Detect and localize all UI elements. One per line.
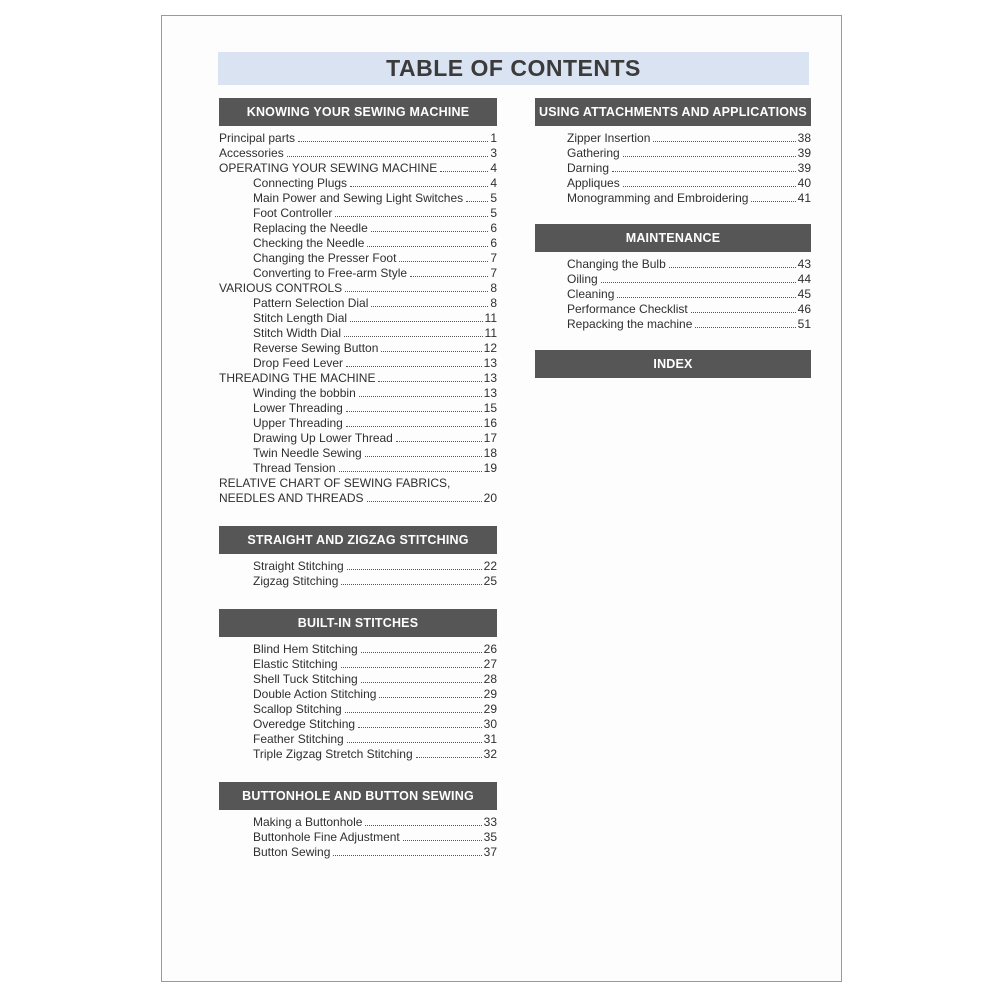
toc-entry [219, 416, 497, 431]
entry-page-number: 11 [484, 311, 497, 325]
entry-page-number: 33 [483, 815, 497, 829]
entry-list [535, 257, 811, 332]
entry-page-number: 16 [483, 416, 497, 430]
entry-page-number: 18 [483, 446, 497, 460]
dot-leader [365, 825, 481, 826]
entry-page-number: 44 [797, 272, 811, 286]
entry-page-number: 40 [797, 176, 811, 190]
toc-entry [219, 702, 497, 717]
dot-leader [653, 141, 795, 142]
entry-page-number: 30 [483, 717, 497, 731]
entry-label: Principal parts [219, 131, 296, 145]
entry-label: NEEDLES AND THREADS [219, 491, 364, 505]
dot-leader [379, 697, 481, 698]
entry-page-number: 39 [797, 161, 811, 175]
dot-leader [359, 396, 482, 397]
toc-entry [219, 717, 497, 732]
toc-section [219, 98, 497, 506]
entry-page-number: 4 [490, 161, 497, 175]
entry-page-number: 20 [483, 491, 497, 505]
toc-entry [219, 476, 497, 491]
entry-page-number: 6 [490, 221, 497, 235]
entry-page-number: 1 [490, 131, 497, 145]
toc-entry [219, 281, 497, 296]
entry-label: Drawing Up Lower Thread [253, 431, 393, 445]
entry-page-number: 38 [797, 131, 811, 145]
toc-entry [219, 657, 497, 672]
toc-entry [219, 236, 497, 251]
entry-list [535, 131, 811, 206]
entry-label: Accessories [219, 146, 284, 160]
entry-label: Replacing the Needle [253, 221, 368, 235]
toc-section [219, 782, 497, 860]
dot-leader [335, 216, 488, 217]
entry-page-number: 25 [483, 574, 497, 588]
dot-leader [345, 712, 482, 713]
dot-leader [440, 171, 488, 172]
entry-page-number: 13 [483, 356, 497, 370]
toc-entry [219, 251, 497, 266]
entry-label: Scallop Stitching [253, 702, 342, 716]
toc-entry [535, 302, 811, 317]
entry-label: RELATIVE CHART OF SEWING FABRICS, [219, 476, 451, 490]
toc-entry [535, 131, 811, 146]
entry-page-number: 15 [483, 401, 497, 415]
entry-label: THREADING THE MACHINE [219, 371, 376, 385]
entry-label: Foot Controller [253, 206, 333, 220]
entry-label: Zipper Insertion [567, 131, 651, 145]
entry-page-number: 8 [490, 281, 497, 295]
entry-label: Changing the Bulb [567, 257, 666, 271]
dot-leader [617, 297, 795, 298]
entry-page-number: 28 [483, 672, 497, 686]
section-header: BUILT-IN STITCHES [219, 609, 497, 637]
page-title: TABLE OF CONTENTS [386, 55, 641, 81]
toc-entry [219, 672, 497, 687]
dot-leader [350, 321, 482, 322]
toc-entry [219, 311, 497, 326]
dot-leader [371, 306, 488, 307]
entry-label: Darning [567, 161, 610, 175]
dot-leader [751, 201, 795, 202]
toc-entry [219, 491, 497, 506]
entry-page-number: 11 [484, 326, 497, 340]
toc-entry [219, 206, 497, 221]
dot-leader [346, 411, 482, 412]
dot-leader [350, 186, 488, 187]
dot-leader [396, 441, 482, 442]
toc-section [219, 526, 497, 589]
dot-leader [367, 501, 482, 502]
toc-entry [219, 815, 497, 830]
entry-page-number: 4 [490, 176, 497, 190]
toc-section [535, 224, 811, 332]
entry-page-number: 26 [483, 642, 497, 656]
dot-leader [612, 171, 796, 172]
dot-leader [623, 186, 796, 187]
dot-leader [298, 141, 488, 142]
dot-leader [341, 667, 482, 668]
entry-label: Monogramming and Embroidering [567, 191, 749, 205]
toc-entry [219, 371, 497, 386]
entry-label: Stitch Width Dial [253, 326, 342, 340]
entry-page-number: 12 [483, 341, 497, 355]
entry-list [219, 559, 497, 589]
toc-entry [535, 146, 811, 161]
entry-label: Connecting Plugs [253, 176, 348, 190]
entry-page-number: 37 [483, 845, 497, 859]
entry-label: Double Action Stitching [253, 687, 377, 701]
section-header: INDEX [535, 350, 811, 378]
toc-entry [219, 747, 497, 762]
entry-label: Upper Threading [253, 416, 343, 430]
entry-label: Feather Stitching [253, 732, 344, 746]
entry-list [219, 642, 497, 762]
entry-label: Making a Buttonhole [253, 815, 363, 829]
entry-label: Appliques [567, 176, 620, 190]
dot-leader [601, 282, 796, 283]
right-column [535, 98, 811, 396]
dot-leader [367, 246, 488, 247]
toc-entry [219, 176, 497, 191]
entry-page-number: 5 [490, 206, 497, 220]
left-column [219, 98, 497, 880]
toc-entry [219, 131, 497, 146]
toc-entry [219, 266, 497, 281]
entry-label: Stitch Length Dial [253, 311, 348, 325]
toc-entry [219, 574, 497, 589]
entry-label: Converting to Free-arm Style [253, 266, 408, 280]
entry-label: Cleaning [567, 287, 615, 301]
dot-leader [361, 682, 482, 683]
entry-page-number: 51 [797, 317, 811, 331]
entry-page-number: 22 [483, 559, 497, 573]
entry-page-number: 5 [490, 191, 497, 205]
entry-label: Zigzag Stitching [253, 574, 339, 588]
toc-entry [219, 296, 497, 311]
entry-page-number: 29 [483, 702, 497, 716]
entry-label: VARIOUS CONTROLS [219, 281, 343, 295]
dot-leader [695, 327, 795, 328]
toc-entry [219, 341, 497, 356]
toc-entry [535, 287, 811, 302]
dot-leader [344, 336, 483, 337]
dot-leader [358, 727, 482, 728]
entry-label: Elastic Stitching [253, 657, 338, 671]
entry-label: Straight Stitching [253, 559, 344, 573]
entry-label: Lower Threading [253, 401, 343, 415]
toc-entry [535, 176, 811, 191]
entry-label: Triple Zigzag Stretch Stitching [253, 747, 413, 761]
toc-entry [219, 642, 497, 657]
entry-page-number: 45 [797, 287, 811, 301]
entry-label: Repacking the machine [567, 317, 693, 331]
entry-list [219, 131, 497, 506]
entry-label: Blind Hem Stitching [253, 642, 358, 656]
toc-entry [219, 146, 497, 161]
toc-entry [219, 687, 497, 702]
entry-page-number: 7 [490, 266, 497, 280]
dot-leader [346, 366, 482, 367]
entry-page-number: 41 [797, 191, 811, 205]
entry-page-number: 13 [483, 371, 497, 385]
entry-page-number: 3 [490, 146, 497, 160]
toc-entry [219, 845, 497, 860]
dot-leader [410, 276, 488, 277]
entry-page-number: 29 [483, 687, 497, 701]
entry-page-number: 19 [483, 461, 497, 475]
dot-leader [403, 840, 482, 841]
entry-label: Button Sewing [253, 845, 331, 859]
toc-entry [219, 461, 497, 476]
entry-page-number: 31 [483, 732, 497, 746]
dot-leader [347, 742, 482, 743]
toc-entry [219, 431, 497, 446]
entry-list [219, 815, 497, 860]
entry-label: Winding the bobbin [253, 386, 356, 400]
dot-leader [361, 652, 482, 653]
toc-entry [219, 386, 497, 401]
dot-leader [347, 569, 482, 570]
toc-entry [219, 830, 497, 845]
dot-leader [691, 312, 796, 313]
entry-page-number: 32 [483, 747, 497, 761]
entry-page-number: 46 [797, 302, 811, 316]
dot-leader [416, 757, 482, 758]
dot-leader [378, 381, 481, 382]
section-header: MAINTENANCE [535, 224, 811, 252]
dot-leader [341, 584, 481, 585]
entry-label: Changing the Presser Foot [253, 251, 397, 265]
entry-page-number: 27 [483, 657, 497, 671]
entry-page-number: 39 [797, 146, 811, 160]
toc-entry [535, 191, 811, 206]
dot-leader [623, 156, 796, 157]
dot-leader [333, 855, 481, 856]
toc-entry [535, 257, 811, 272]
toc-entry [535, 317, 811, 332]
entry-label: Gathering [567, 146, 620, 160]
dot-leader [287, 156, 489, 157]
toc-entry [219, 326, 497, 341]
entry-label: Main Power and Sewing Light Switches [253, 191, 464, 205]
entry-label: Pattern Selection Dial [253, 296, 369, 310]
entry-page-number: 8 [490, 296, 497, 310]
entry-label: Reverse Sewing Button [253, 341, 379, 355]
toc-entry [219, 559, 497, 574]
title-banner [218, 52, 809, 85]
entry-label: Thread Tension [253, 461, 336, 475]
toc-section [219, 609, 497, 762]
section-header: BUTTONHOLE AND BUTTON SEWING [219, 782, 497, 810]
entry-label: Checking the Needle [253, 236, 365, 250]
toc-entry [219, 732, 497, 747]
entry-page-number: 43 [797, 257, 811, 271]
entry-label: Drop Feed Lever [253, 356, 344, 370]
section-header: STRAIGHT AND ZIGZAG STITCHING [219, 526, 497, 554]
document-page [161, 15, 842, 982]
entry-page-number: 17 [483, 431, 497, 445]
dot-leader [345, 291, 488, 292]
toc-section [535, 350, 811, 378]
toc-entry [219, 446, 497, 461]
entry-page-number: 7 [490, 251, 497, 265]
entry-page-number: 35 [483, 830, 497, 844]
dot-leader [371, 231, 489, 232]
dot-leader [399, 261, 488, 262]
toc-entry [535, 272, 811, 287]
section-header: USING ATTACHMENTS AND APPLICATIONS [535, 98, 811, 126]
dot-leader [381, 351, 481, 352]
dot-leader [466, 201, 488, 202]
toc-entry [219, 161, 497, 176]
dot-leader [346, 426, 482, 427]
toc-entry [535, 161, 811, 176]
entry-page-number: 6 [490, 236, 497, 250]
dot-leader [365, 456, 482, 457]
toc-entry [219, 356, 497, 371]
toc-section [535, 98, 811, 206]
entry-label: Oiling [567, 272, 598, 286]
entry-label: OPERATING YOUR SEWING MACHINE [219, 161, 438, 175]
entry-label: Overedge Stitching [253, 717, 356, 731]
section-header: KNOWING YOUR SEWING MACHINE [219, 98, 497, 126]
dot-leader [339, 471, 482, 472]
dot-leader [669, 267, 796, 268]
toc-entry [219, 191, 497, 206]
entry-label: Shell Tuck Stitching [253, 672, 358, 686]
entry-label: Performance Checklist [567, 302, 688, 316]
entry-page-number: 13 [483, 386, 497, 400]
toc-entry [219, 221, 497, 236]
entry-label: Buttonhole Fine Adjustment [253, 830, 400, 844]
toc-entry [219, 401, 497, 416]
entry-label: Twin Needle Sewing [253, 446, 362, 460]
